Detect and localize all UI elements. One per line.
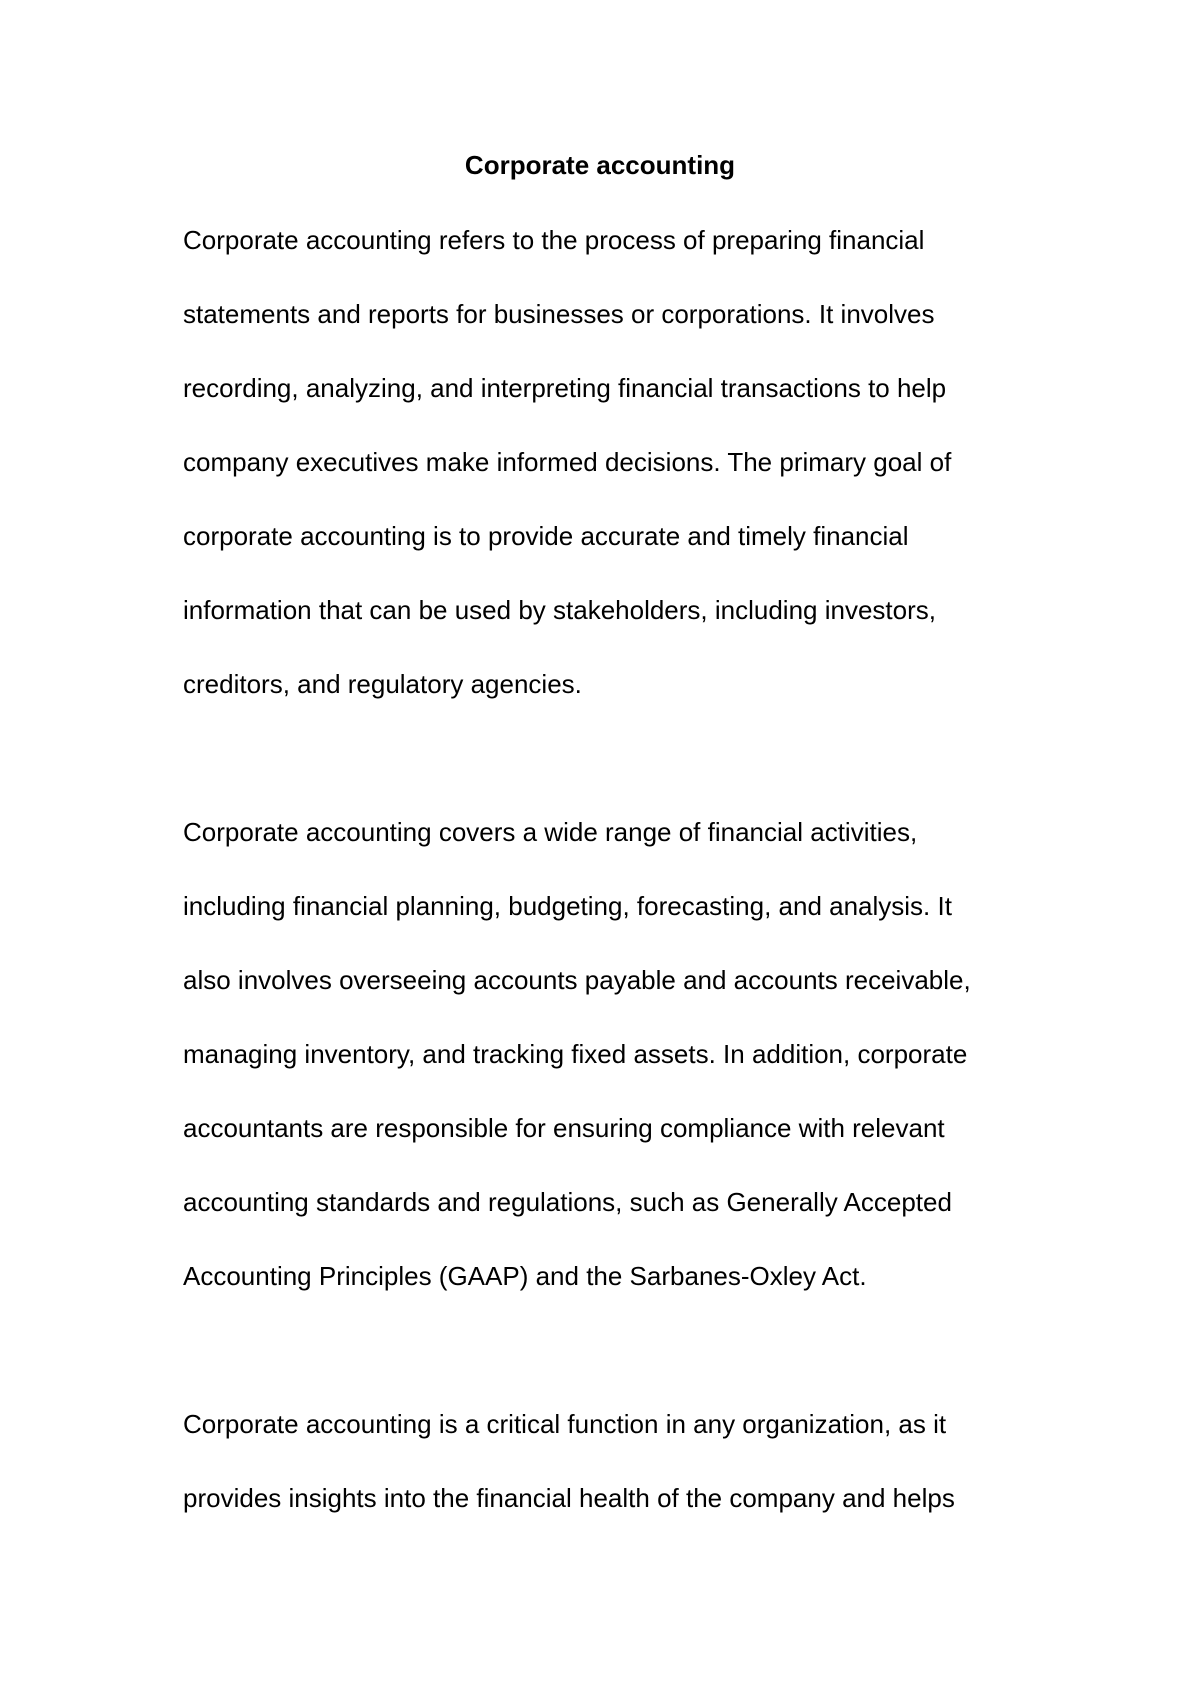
paragraph-1-line-7: creditors, and regulatory agencies. — [183, 669, 582, 699]
paragraph-2-line-3: also involves overseeing accounts payable and accounts receivable, — [183, 965, 971, 995]
paragraph-3-line-2: provides insights into the financial health of the company and helps — [183, 1483, 955, 1513]
paragraph-2-line-6: accounting standards and regulations, such as Generally Accepted — [183, 1187, 952, 1217]
paragraph-1-line-2: statements and reports for businesses or corporations. It involves — [183, 299, 935, 329]
paragraph-3-line-1: Corporate accounting is a critical function in any organization, as it — [183, 1409, 947, 1439]
paragraph-1-line-4: company executives make informed decisions. The primary goal of — [183, 447, 952, 477]
document-title: Corporate accounting — [464, 150, 736, 180]
paragraph-1-line-6: information that can be used by stakeholders, including investors, — [183, 595, 936, 625]
paragraph-1-line-1: Corporate accounting refers to the process of preparing financial — [183, 225, 925, 255]
paragraph-2-line-5: accountants are responsible for ensuring compliance with relevant — [183, 1113, 945, 1143]
paragraph-1-line-3: recording, analyzing, and interpreting financial transactions to help — [183, 373, 947, 403]
paragraph-2-line-1: Corporate accounting covers a wide range of financial activities, — [183, 817, 918, 847]
paragraph-2-line-4: managing inventory, and tracking fixed assets. In addition, corporate — [183, 1039, 968, 1069]
paragraph-1-line-5: corporate accounting is to provide accurate and timely financial — [183, 521, 909, 551]
paragraph-2-line-7: Accounting Principles (GAAP) and the Sarbanes-Oxley Act. — [183, 1261, 867, 1291]
paragraph-2-line-2: including financial planning, budgeting, forecasting, and analysis. It — [183, 891, 952, 921]
